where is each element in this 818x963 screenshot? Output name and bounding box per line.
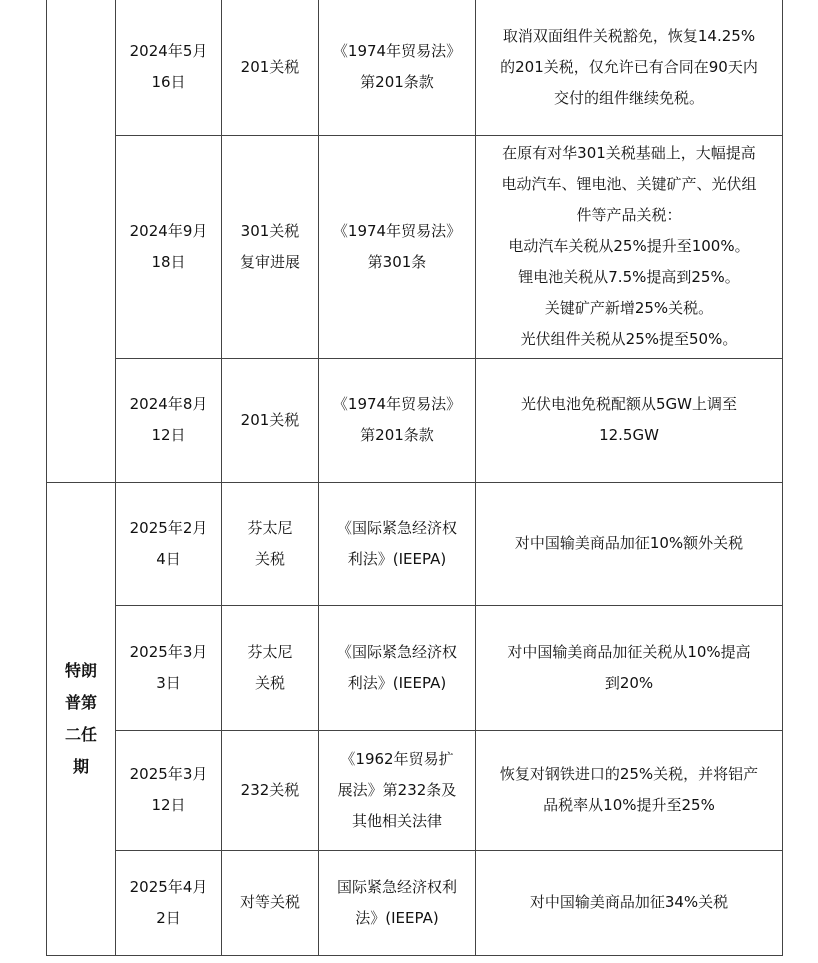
content-cell: 恢复对钢铁进口的25%关税，并将铝产 品税率从10%提升至25% <box>476 730 783 850</box>
period-cell-previous <box>47 0 116 482</box>
content-cell: 对中国输美商品加征34%关税 <box>476 850 783 955</box>
date-cell: 2024年9月 18日 <box>116 135 222 358</box>
content-cell: 在原有对华301关税基础上，大幅提高 电动汽车、锂电池、关键矿产、光伏组 件等产品关税： 电动汽车关税从25%提升至100%。 锂电池关税从7.5%提高到25%。 关键矿产新增25%关税。 光伏组件关税从25%提至50%。 <box>476 135 783 358</box>
content-cell: 取消双面组件关税豁免，恢复14.25% 的201关税，仅允许已有合同在90天内 交付的组件继续免税。 <box>476 0 783 135</box>
legal-basis-cell: 《1962年贸易扩 展法》第232条及 其他相关法律 <box>319 730 476 850</box>
content-cell: 光伏电池免税配额从5GW上调至 12.5GW <box>476 358 783 482</box>
table-row <box>47 605 783 730</box>
measure-cell: 301关税 复审进展 <box>222 135 319 358</box>
date-cell: 2024年5月 16日 <box>116 0 222 135</box>
measure-cell: 芬太尼 关税 <box>222 605 319 730</box>
date-cell: 2025年2月 4日 <box>116 482 222 605</box>
table-row <box>47 850 783 955</box>
legal-basis-cell: 《1974年贸易法》 第201条款 <box>319 0 476 135</box>
measure-cell: 芬太尼 关税 <box>222 482 319 605</box>
measure-cell: 对等关税 <box>222 850 319 955</box>
table-row <box>47 135 783 358</box>
content-cell: 对中国输美商品加征10%额外关税 <box>476 482 783 605</box>
legal-basis-cell: 《1974年贸易法》 第201条款 <box>319 358 476 482</box>
date-cell: 2025年3月 3日 <box>116 605 222 730</box>
legal-basis-cell: 国际紧急经济权利 法》(IEEPA) <box>319 850 476 955</box>
table-row <box>47 482 783 605</box>
tariff-timeline-table <box>46 0 783 956</box>
table-row <box>47 358 783 482</box>
legal-basis-cell: 《1974年贸易法》 第301条 <box>319 135 476 358</box>
legal-basis-cell: 《国际紧急经济权 利法》(IEEPA) <box>319 482 476 605</box>
period-label-cell: 特朗 普第 二任 期 <box>47 482 116 955</box>
measure-cell: 232关税 <box>222 730 319 850</box>
table-row <box>47 730 783 850</box>
content-cell: 对中国输美商品加征关税从10%提高 到20% <box>476 605 783 730</box>
table-row <box>47 0 783 135</box>
legal-basis-cell: 《国际紧急经济权 利法》(IEEPA) <box>319 605 476 730</box>
date-cell: 2025年4月 2日 <box>116 850 222 955</box>
date-cell: 2024年8月 12日 <box>116 358 222 482</box>
date-cell: 2025年3月 12日 <box>116 730 222 850</box>
measure-cell: 201关税 <box>222 0 319 135</box>
measure-cell: 201关税 <box>222 358 319 482</box>
